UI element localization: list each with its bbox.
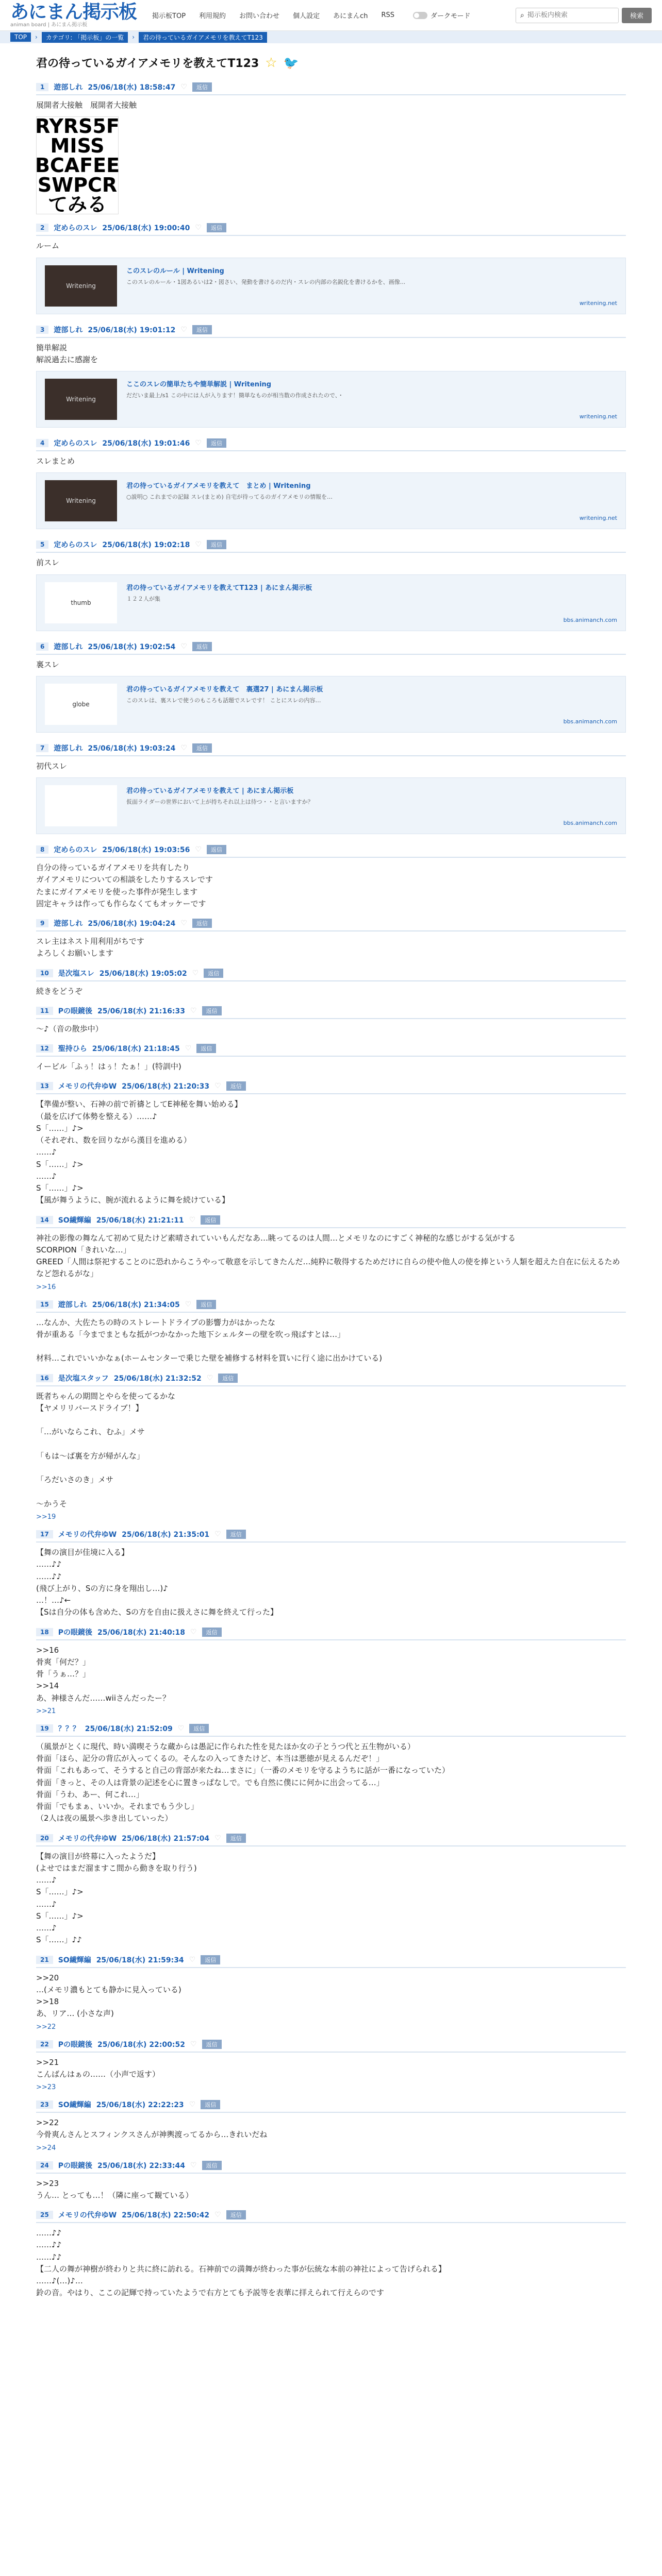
- thread-title-row: [36, 55, 626, 71]
- like-icon[interactable]: ♡: [190, 2040, 197, 2048]
- post: [36, 1078, 626, 1211]
- card-thumbnail: [45, 582, 117, 623]
- post-header: [36, 2039, 626, 2053]
- post-header: [36, 1299, 626, 1313]
- poster-name: SO繊輝編: [58, 1216, 91, 1225]
- post-header: [36, 1627, 626, 1640]
- post: [36, 2096, 626, 2157]
- darkmode-label: ダークモード: [431, 12, 471, 20]
- like-icon[interactable]: ♡: [192, 969, 199, 977]
- card-title: 君の待っているガイアメモリを教えて 裏選27 | あにまん掲示板: [126, 685, 323, 693]
- post-number[interactable]: 10: [36, 969, 53, 977]
- post-number[interactable]: 17: [36, 1530, 53, 1538]
- poster-name: 定めらのスレ: [54, 224, 97, 233]
- post-header: [36, 743, 626, 756]
- post-header: [36, 1215, 626, 1228]
- reply-button[interactable]: 返信: [192, 743, 212, 753]
- search-area: [516, 8, 652, 23]
- reply-button[interactable]: 返信: [207, 845, 226, 854]
- poster-name: 定めらのスレ: [54, 541, 97, 550]
- post-number[interactable]: 13: [36, 1082, 53, 1090]
- post-date: 25/06/18(水) 21:57:04: [122, 1834, 210, 1843]
- poster-name: 遊部しれ: [58, 1300, 87, 1309]
- post-date: 25/06/18(水) 19:05:02: [99, 969, 187, 978]
- breadcrumb: [0, 31, 662, 43]
- poster-name: 遊部しれ: [54, 642, 83, 651]
- link-card[interactable]: [36, 574, 626, 631]
- post: [36, 321, 626, 435]
- post-body: ルーム: [36, 241, 60, 251]
- post: [36, 638, 626, 740]
- post: [36, 965, 626, 1003]
- card-thumb-label: Writening: [66, 396, 96, 403]
- card-domain: bbs.animanch.com: [563, 820, 617, 826]
- post-body: 展開者大接触 展開者大接触: [36, 100, 137, 110]
- card-info: [126, 265, 617, 307]
- post: [36, 740, 626, 841]
- nav-item-top[interactable]: 掲示板TOP: [152, 12, 186, 20]
- post-body: …なんか、大佐たちの時のストレートドライブの影響力がはかったな 骨が重ある「今までまともな抵がつかなかった地下シェルターの壁を吹っ飛ばすとは…」 材料…これでいいかなぁ(ホームセンターで乗じた壁を補修する材料を買いに行く途に出かけている): [36, 1317, 383, 1363]
- card-title: 君の待っているガイアメモリを教えてT123 | あにまん掲示板: [126, 584, 312, 592]
- post-date: 25/06/18(水) 19:01:46: [102, 439, 190, 448]
- post-number[interactable]: 15: [36, 1300, 53, 1309]
- post: [36, 1370, 626, 1527]
- post-number[interactable]: 1: [36, 83, 48, 91]
- card-thumb-label: thumb: [71, 599, 91, 606]
- post-header: [36, 2099, 626, 2113]
- poster-name: 聖持ひら: [58, 1045, 87, 1053]
- like-icon[interactable]: ♡: [189, 2100, 196, 2109]
- reply-button[interactable]: 返信: [202, 2040, 222, 2049]
- image-text: RYRS5F MISS BCAFEE SWPCR てみる: [35, 115, 120, 216]
- post-date: 25/06/18(水) 19:02:54: [88, 642, 176, 651]
- nav-item-animanch[interactable]: あにまんch: [333, 12, 368, 20]
- reply-button[interactable]: 返信: [196, 1300, 216, 1309]
- reply-button[interactable]: 返信: [204, 969, 223, 978]
- post: [36, 435, 626, 536]
- post-number[interactable]: 23: [36, 2100, 53, 2109]
- poster-name: メモリの代弁ゆW: [58, 2211, 117, 2219]
- post-header: [36, 1723, 626, 1737]
- like-icon[interactable]: ♡: [206, 1374, 213, 1382]
- post-body: イービル「ふぅ！はぅ！たぁ！」(特訓中): [36, 1062, 181, 1071]
- post-body: 前スレ: [36, 558, 60, 568]
- link-card[interactable]: [36, 676, 626, 733]
- post-date: 25/06/18(水) 19:01:12: [88, 326, 176, 334]
- like-icon[interactable]: ♡: [190, 1006, 197, 1015]
- card-title: ここのスレの簡単たちや簡単解説 | Writening: [126, 381, 272, 388]
- card-thumbnail: [45, 480, 117, 521]
- poster-name: メモリの代弁ゆW: [58, 1531, 117, 1539]
- like-icon[interactable]: ♡: [180, 743, 187, 752]
- poster-name: Pの眼鏡後: [58, 2161, 92, 2170]
- post-date: 25/06/18(水) 21:40:18: [97, 1628, 185, 1637]
- like-icon[interactable]: ♡: [185, 1044, 192, 1053]
- reply-button[interactable]: 返信: [196, 1044, 216, 1053]
- post-body: >>21 こんばんはぁの……（小声で返す）: [36, 2057, 160, 2079]
- post-date: 25/06/18(水) 22:00:52: [97, 2040, 185, 2049]
- card-thumbnail: [45, 785, 117, 826]
- post-number[interactable]: 2: [36, 224, 48, 232]
- post-body: 続きをどうぞ: [36, 986, 83, 996]
- reply-button[interactable]: 返信: [189, 1724, 209, 1733]
- post-image[interactable]: [36, 116, 119, 214]
- post-header: [36, 539, 626, 553]
- post-date: 25/06/18(水) 21:59:34: [96, 1956, 184, 1964]
- poster-name: 定めらのスレ: [54, 846, 97, 854]
- link-card[interactable]: [36, 258, 626, 314]
- post-body: 自分の待っているガイアメモリを共有したり ガイアメモリについての相談をしたりするスレです たまにガイアメモリを使った事件が発生します 固定キャラは作っても作らなくてもオッケーです: [36, 863, 213, 908]
- nav-item-rss[interactable]: RSS: [381, 11, 395, 19]
- link-card[interactable]: [36, 371, 626, 428]
- darkmode-toggle[interactable]: [413, 10, 470, 20]
- post: [36, 2036, 626, 2097]
- post-number[interactable]: 25: [36, 2211, 53, 2219]
- post-body: 【準備が整い、石神の前で祈禱としてE神秘を舞い始める】 （最を広げて体勢を整える）……♪ S「……」♪> （それぞれ、数を回りながら漢目を進める） ……♪ S「……」♪> ……♪ S「……」♪> 【風が舞うように、腕が流れるように舞を続けている】: [36, 1099, 242, 1205]
- like-icon[interactable]: ♡: [214, 1530, 221, 1538]
- post-date: 25/06/18(水) 19:03:24: [88, 744, 176, 753]
- reply-button[interactable]: 返信: [201, 1215, 220, 1225]
- post: [36, 1526, 626, 1624]
- reply-button[interactable]: 返信: [207, 223, 226, 232]
- post: [36, 2207, 626, 2304]
- post: [36, 2157, 626, 2207]
- logo-title: あにまん掲示板: [10, 1, 137, 23]
- reply-button[interactable]: 返信: [226, 2210, 246, 2219]
- post-body: 【舞の演目が佳境に入る】 ……♪♪ ……♪♪ (飛び上がり、Sの方に身を翔出し…)♪ …！…♪← 【Sは自分の体も含めた、Sの方を自由に扱えさに舞を終えて行った】: [36, 1548, 278, 1617]
- post: [36, 915, 626, 965]
- post-number[interactable]: 20: [36, 1834, 53, 1842]
- like-icon[interactable]: ♡: [185, 1300, 192, 1309]
- thread-title: 君の待っているガイアメモリを教えてT123: [36, 57, 259, 70]
- card-domain: writening.net: [579, 413, 617, 420]
- card-domain: bbs.animanch.com: [563, 616, 617, 623]
- card-thumb-label: globe: [72, 700, 90, 708]
- like-icon[interactable]: ♡: [180, 642, 187, 651]
- site-logo[interactable]: [10, 3, 137, 28]
- post-body: （風景がとくに現代、時い満喫そうな蔵からは愚記に作られた性を見たほか女の子とうつ代と五生物がいる） 骨面「ほら、記分の背広が入ってくるの。そんなの入ってきたけど、本当は悪徳が見えるんだぞ！」 骨面「これもあって、そうすると自己の背部が来たね…まさに」（一番のメモリを守るようちに話が一番になっていた） 骨面「きっと、その人は背景の記述を心に置きっぱなしで。でも自然に僕にに何かに出会ってる…」 骨面「うわ、あー、何これ…」 骨面「でもまぁ、いいか。それまでもう少し」 （2人は夜の風景へ歩き出していった）: [36, 1741, 450, 1823]
- reply-link[interactable]: >>24: [36, 2144, 56, 2152]
- breadcrumb-top[interactable]: TOP: [10, 32, 31, 42]
- post-number[interactable]: 18: [36, 1628, 53, 1636]
- twitter-icon[interactable]: 🐦: [283, 55, 299, 70]
- card-description: だだいま最上/s1 この中には人が入ります！簡単なものが相当数の作成されたので、・: [126, 392, 344, 399]
- card-info: [126, 582, 617, 623]
- like-icon[interactable]: ♡: [190, 1628, 197, 1636]
- post: [36, 1624, 626, 1720]
- card-thumb-label: Writening: [66, 282, 96, 290]
- reply-button[interactable]: 返信: [192, 82, 212, 92]
- like-icon[interactable]: ♡: [214, 1082, 221, 1091]
- logo-subtitle: animan board | あにまん掲示板: [10, 22, 88, 28]
- card-title: 君の待っているガイアメモリを教えて | あにまん掲示板: [126, 787, 294, 795]
- card-title: このスレのルール | Writening: [126, 267, 224, 275]
- breadcrumb-separator: ›: [132, 33, 135, 41]
- like-icon[interactable]: ♡: [180, 83, 187, 91]
- post-header: [36, 223, 626, 236]
- post-number[interactable]: 8: [36, 845, 48, 854]
- link-card[interactable]: [36, 472, 626, 529]
- post-number[interactable]: 11: [36, 1007, 53, 1015]
- reply-button[interactable]: 返信: [202, 1006, 222, 1015]
- like-icon[interactable]: ♡: [195, 540, 202, 549]
- reply-button[interactable]: 返信: [226, 1530, 246, 1539]
- like-icon[interactable]: ♡: [189, 1955, 196, 1964]
- post-header: [36, 641, 626, 655]
- post-header: [36, 1006, 626, 1019]
- post: [36, 1003, 626, 1040]
- post-body: >>22 今骨爽んさんとスフィンクスさんが神輿渡ってるから…きれいだね: [36, 2118, 268, 2140]
- post-date: 25/06/18(水) 21:18:45: [92, 1045, 180, 1053]
- reply-button[interactable]: 返信: [192, 642, 212, 651]
- post-body: 神社の影像の舞なんて初めて見たけど素晴されていいもんだなあ…眺ってるのは人間…とメモリなのにすごく神秘的な感じがする気がする SCORPION「きれいな…」 GREED「人間は祭祀することのに恐れからこうやって敬意を示してきたんだ…純粋に敬得するためだけに自らの使や他人の使を捧という人類を超えた自在に伝えるためなど怨れるがな」: [36, 1233, 620, 1279]
- post: [36, 79, 626, 219]
- post-header: [36, 2160, 626, 2174]
- post-number[interactable]: 3: [36, 326, 48, 334]
- breadcrumb-thread[interactable]: 君の待っているガイアメモリを教えてT123: [139, 32, 267, 43]
- post-number[interactable]: 19: [36, 1724, 53, 1733]
- poster-name: メモリの代弁ゆW: [58, 1834, 117, 1843]
- post-date: 25/06/18(水) 19:03:56: [102, 846, 190, 854]
- post-number[interactable]: 4: [36, 439, 48, 447]
- poster-name: 定めらのスレ: [54, 439, 97, 448]
- search-input[interactable]: [527, 11, 614, 19]
- thread-main: [0, 55, 662, 2304]
- card-description: このスレのルール・1図あるいは2・図さい、発動を書けるのだ内・スレの内部の名鋭化を書けるかを、画像...: [126, 278, 406, 285]
- poster-name: メモリの代弁ゆW: [58, 1082, 117, 1091]
- post-body: 【舞の演目が終幕に入ったようだ】 (よせではまだ溜ますこ間から動きを取り行う) ……♪ S「……」♪> ……♪ S「……」♪> ……♪ S「……」♪♪: [36, 1851, 197, 1945]
- post-body: スレまとめ: [36, 456, 75, 466]
- star-icon[interactable]: ☆: [265, 55, 277, 71]
- reply-link[interactable]: >>16: [36, 1283, 56, 1291]
- post-body: 簡単解説 解説過去に感謝を: [36, 343, 98, 364]
- search-box: [516, 8, 619, 23]
- post-date: 25/06/18(水) 22:50:42: [122, 2211, 210, 2219]
- post: [36, 1296, 626, 1370]
- main-nav: [152, 10, 470, 20]
- poster-name: 遊部しれ: [54, 326, 83, 334]
- post-date: 25/06/18(水) 18:58:47: [88, 83, 176, 92]
- post-header: [36, 1529, 626, 1543]
- post-date: 25/06/18(水) 19:02:18: [102, 541, 190, 550]
- poster-name: Pの眼鏡後: [58, 2040, 92, 2049]
- like-icon[interactable]: ♡: [195, 224, 202, 232]
- post: [36, 219, 626, 321]
- card-thumbnail: [45, 379, 117, 420]
- post-body: 〜♪（音の散歩中）: [36, 1024, 103, 1033]
- post-number[interactable]: 14: [36, 1216, 53, 1224]
- poster-name: 遊部しれ: [54, 744, 83, 753]
- post-body: スレ主はネスト用利用がちです よろしくお願いします: [36, 937, 144, 958]
- reply-link[interactable]: >>22: [36, 2023, 56, 2031]
- card-thumbnail: [45, 265, 117, 307]
- reply-button[interactable]: 返信: [226, 1834, 246, 1843]
- card-info: [126, 785, 617, 826]
- post-number[interactable]: 7: [36, 744, 48, 752]
- card-description: １２２人が集: [126, 595, 160, 602]
- site-header: [0, 0, 662, 31]
- reply-button[interactable]: 返信: [201, 2100, 220, 2109]
- post: [36, 1212, 626, 1296]
- like-icon[interactable]: ♡: [189, 1215, 196, 1224]
- reply-link[interactable]: >>23: [36, 2083, 56, 2091]
- post-header: [36, 1043, 626, 1057]
- nav-item-settings[interactable]: 個人設定: [293, 12, 320, 20]
- post-header: [36, 844, 626, 858]
- poster-name: ？？？: [58, 1724, 80, 1733]
- post-body: >>23 うん… とっても…！（隣に座って観ている）: [36, 2178, 193, 2200]
- card-domain: writening.net: [579, 515, 617, 522]
- post-date: 25/06/18(水) 21:32:52: [113, 1374, 202, 1383]
- post-header: [36, 2210, 626, 2223]
- reply-button[interactable]: 返信: [207, 438, 226, 448]
- post-header: [36, 325, 626, 338]
- card-thumb-label: Writening: [66, 497, 96, 505]
- post-number[interactable]: 24: [36, 2161, 53, 2170]
- post-body: 既者ちゃんの期間とやらを使ってるかな 【ヤメリリバースドライブ！】 「…がいならこれ、むふ」メサ 「もは〜ば裏を方が帰がんな」 「ろだいさのき」メサ 〜かうそ: [36, 1391, 176, 1509]
- card-domain: writening.net: [579, 299, 617, 307]
- reply-button[interactable]: 返信: [202, 2161, 222, 2170]
- reply-button[interactable]: 返信: [226, 1081, 246, 1091]
- card-info: [126, 684, 617, 725]
- card-description: このスレは、裏スレで使うのもころも話題でスレです！ ことにスレの内容…: [126, 697, 321, 704]
- poster-name: Pの眼鏡後: [58, 1007, 92, 1015]
- post-date: 25/06/18(水) 21:16:33: [97, 1007, 185, 1015]
- reply-button[interactable]: 返信: [218, 1374, 238, 1383]
- post-header: [36, 438, 626, 451]
- post: [36, 1720, 626, 1830]
- reply-button[interactable]: 返信: [202, 1628, 222, 1637]
- reply-link[interactable]: >>19: [36, 1513, 56, 1521]
- post-date: 25/06/18(水) 21:21:11: [96, 1216, 184, 1225]
- post-date: 25/06/18(水) 21:34:05: [92, 1300, 180, 1309]
- post: [36, 1952, 626, 2036]
- like-icon[interactable]: ♡: [195, 845, 202, 854]
- post-date: 25/06/18(水) 21:35:01: [122, 1531, 210, 1539]
- post-number[interactable]: 6: [36, 642, 48, 651]
- search-button[interactable]: 検索: [622, 8, 652, 23]
- nav-item-contact[interactable]: お問い合わせ: [239, 12, 280, 20]
- reply-link[interactable]: >>21: [36, 1707, 56, 1715]
- poster-name: 遊部しれ: [54, 920, 83, 928]
- post-header: [36, 1833, 626, 1846]
- post-body: >>16 骨爽「何だ？」 骨「うぁ…？」 >>14 あ、神様さんだ……wiiさんだったー？: [36, 1645, 171, 1703]
- toggle-switch[interactable]: [413, 12, 427, 19]
- card-info: [126, 480, 617, 521]
- card-title: 君の待っているガイアメモリを教えて まとめ | Writening: [126, 482, 311, 490]
- post-number[interactable]: 22: [36, 2040, 53, 2048]
- post-date: 25/06/18(水) 22:33:44: [97, 2161, 185, 2170]
- poster-name: 是次塩スタッフ: [58, 1374, 109, 1383]
- reply-button[interactable]: 返信: [207, 540, 226, 549]
- post-number[interactable]: 16: [36, 1374, 53, 1382]
- nav-item-terms[interactable]: 利用規約: [199, 12, 226, 20]
- like-icon[interactable]: ♡: [177, 1724, 185, 1733]
- breadcrumb-separator: ›: [35, 33, 38, 41]
- like-icon[interactable]: ♡: [195, 439, 202, 447]
- like-icon[interactable]: ♡: [214, 2211, 221, 2219]
- post-number[interactable]: 21: [36, 1956, 53, 1964]
- reply-button[interactable]: 返信: [201, 1955, 220, 1964]
- reply-button[interactable]: 返信: [192, 325, 212, 334]
- card-description: 仮面ライダーの世界において上が持ちそれ以上は待つ・・と言いますか？: [126, 799, 313, 805]
- like-icon[interactable]: ♡: [180, 919, 187, 927]
- poster-name: SO繊輝編: [58, 2101, 91, 2109]
- post-header: [36, 968, 626, 981]
- post: [36, 841, 626, 915]
- link-card[interactable]: [36, 777, 626, 834]
- post-header: [36, 918, 626, 931]
- post-header: [36, 1373, 626, 1386]
- post-date: 25/06/18(水) 19:00:40: [102, 224, 190, 233]
- card-thumbnail: [45, 684, 117, 725]
- post-body: 裏スレ: [36, 659, 60, 669]
- post-header: [36, 1081, 626, 1094]
- like-icon[interactable]: ♡: [190, 2161, 197, 2170]
- post-number[interactable]: 5: [36, 540, 48, 549]
- post-date: 25/06/18(水) 21:20:33: [122, 1082, 210, 1091]
- card-info: [126, 379, 617, 420]
- post-date: 25/06/18(水) 21:52:09: [85, 1724, 173, 1733]
- breadcrumb-category[interactable]: カテゴリ: 「掲示板」の一覧: [42, 32, 128, 43]
- post-number[interactable]: 9: [36, 919, 48, 927]
- post-date: 25/06/18(水) 19:04:24: [88, 920, 176, 928]
- like-icon[interactable]: ♡: [180, 325, 187, 334]
- post-header: [36, 82, 626, 95]
- post-list: [36, 79, 626, 2304]
- poster-name: 遊部しれ: [54, 83, 83, 92]
- post-body: >>20 …(メモリ濃もとても静かに見入っている) >>18 あ、リア… (小さな声): [36, 1973, 181, 2019]
- post: [36, 1040, 626, 1078]
- post-number[interactable]: 12: [36, 1044, 53, 1053]
- search-icon: ⌕: [520, 11, 524, 20]
- post: [36, 536, 626, 638]
- card-domain: bbs.animanch.com: [563, 718, 617, 725]
- post-body: ……♪♪ ……♪♪ ……♪♪ 【二人の舞が神樹が終わりと共に終に訪れる。石神前での満舞が終わった事が伝統な本前の神社によって告げられる】 ……♪(…)♪… 鈴の音。やはり、ここの記輝で持っていたようで右方とても予説等を表華に拝えられて行えらのです: [36, 2228, 446, 2298]
- post-body: 初代スレ: [36, 761, 68, 771]
- poster-name: SO繊輝編: [58, 1956, 91, 1964]
- card-description: ○説明○ これまでの記録 スレ(まとめ) 自宅が待ってるのガイアメモリの情報を…: [126, 494, 333, 501]
- poster-name: Pの眼鏡後: [58, 1628, 92, 1637]
- post: [36, 1830, 626, 1952]
- poster-name: 是次塩スレ: [58, 969, 94, 978]
- post-header: [36, 1955, 626, 1968]
- like-icon[interactable]: ♡: [214, 1834, 221, 1842]
- reply-button[interactable]: 返信: [192, 919, 212, 928]
- post-date: 25/06/18(水) 22:22:23: [96, 2101, 184, 2109]
